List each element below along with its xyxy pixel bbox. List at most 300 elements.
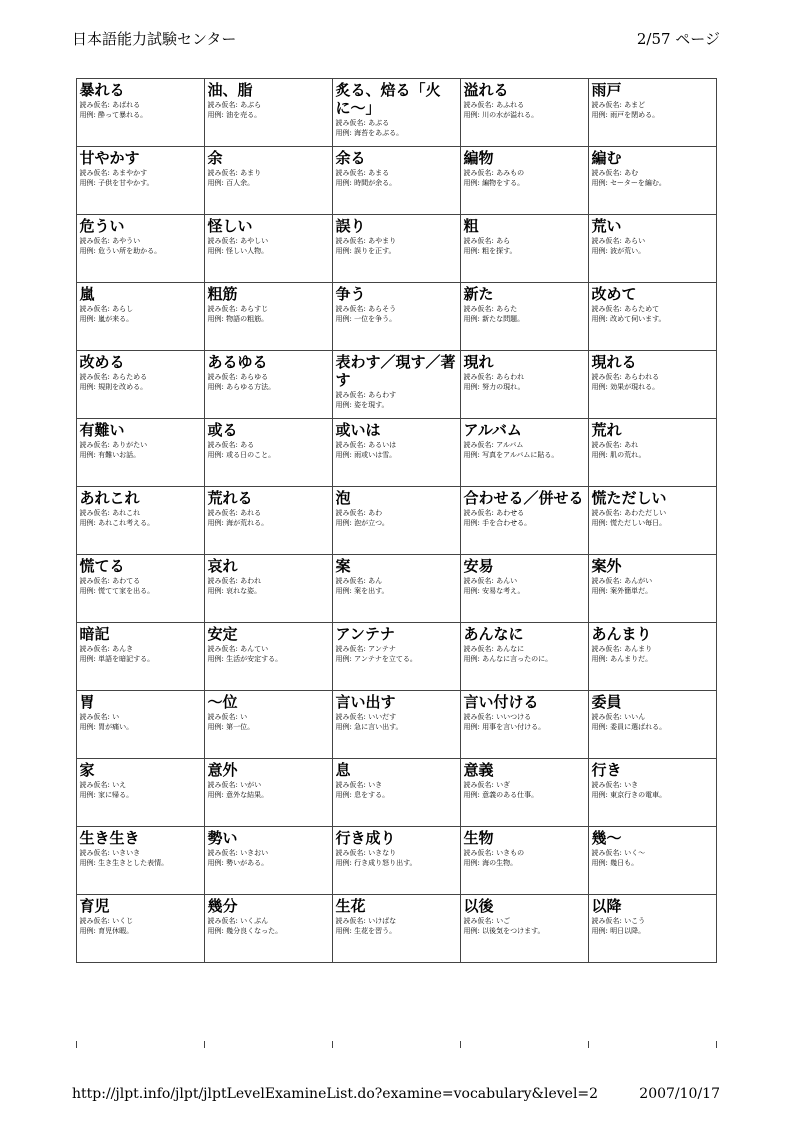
- usage-value: 急に言い出す。: [354, 722, 403, 731]
- reading-value: ある: [240, 440, 255, 449]
- vocab-word: あれこれ: [79, 488, 140, 507]
- vocab-usage: [336, 655, 457, 664]
- reading-label: 読み仮名:: [591, 644, 622, 653]
- vocab-usage: [80, 859, 201, 868]
- usage-value: 改めて伺います。: [610, 314, 666, 323]
- usage-label: 用例:: [335, 400, 352, 409]
- reading-value: アンテナ: [368, 644, 396, 653]
- vocab-reading: [464, 237, 585, 246]
- usage-label: 用例:: [591, 518, 608, 527]
- usage-label: 用例:: [591, 926, 608, 935]
- usage-value: 姿を現す。: [354, 400, 389, 409]
- vocab-usage: [464, 519, 585, 528]
- vocab-entry: [332, 418, 461, 487]
- vocab-word: あんなに: [463, 624, 524, 643]
- usage-value: 胃が痛い。: [98, 722, 134, 731]
- reading-value: あんてい: [240, 644, 269, 653]
- reading-value: あまる: [368, 168, 390, 177]
- vocab-entry: [332, 282, 461, 351]
- vocab-entry: [204, 282, 333, 351]
- reading-label: 読み仮名:: [79, 576, 110, 585]
- reading-value: あるいは: [368, 440, 397, 449]
- vocab-word: 暴れる: [79, 80, 125, 99]
- vocab-reading: [80, 849, 201, 858]
- usage-value: 幾分良くなった。: [226, 926, 283, 935]
- vocab-entry: [588, 486, 717, 555]
- usage-value: 雨戸を閉める。: [610, 110, 660, 119]
- vocab-entry: [204, 146, 333, 215]
- vocab-entry: [76, 486, 205, 555]
- reading-label: 読み仮名:: [591, 848, 622, 857]
- reading-label: 読み仮名:: [335, 576, 366, 585]
- vocab-entry: [588, 214, 717, 283]
- vocab-reading: [592, 373, 713, 382]
- vocab-usage: [80, 247, 201, 256]
- vocab-entry: [460, 214, 589, 283]
- vocab-usage: [464, 655, 585, 664]
- vocab-word: 生物: [463, 828, 494, 847]
- vocab-entry: [204, 418, 333, 487]
- vocab-word: 安易: [463, 556, 494, 575]
- vocab-entry: [204, 350, 333, 419]
- usage-label: 用例:: [463, 314, 480, 323]
- page-header-title: 日本語能力試験センター: [72, 30, 237, 48]
- reading-value: あみもの: [496, 168, 525, 177]
- usage-label: 用例:: [79, 450, 96, 459]
- vocab-reading: [464, 849, 585, 858]
- usage-label: 用例:: [591, 314, 608, 323]
- vocab-reading: [336, 169, 457, 178]
- vocab-word: 油、脂: [207, 80, 253, 99]
- reading-label: 読み仮名:: [335, 390, 366, 399]
- vocab-entry: [588, 826, 717, 895]
- vocab-entry: [76, 282, 205, 351]
- reading-label: 読み仮名:: [591, 712, 622, 721]
- usage-label: 用例:: [335, 246, 352, 255]
- vocab-word: 新た: [463, 284, 494, 303]
- vocab-usage: [336, 179, 457, 188]
- usage-value: 編物をする。: [482, 178, 525, 187]
- vocab-word: 荒い: [591, 216, 622, 235]
- reading-value: いぎ: [496, 780, 511, 789]
- reading-value: いき: [368, 780, 383, 789]
- vocab-entry: [204, 690, 333, 759]
- usage-value: 効果が現れる。: [610, 382, 660, 391]
- usage-label: 用例:: [463, 450, 480, 459]
- vocab-usage: [208, 383, 329, 392]
- reading-value: あわただしい: [624, 508, 667, 517]
- usage-label: 用例:: [335, 178, 352, 187]
- vocab-entry: [204, 894, 333, 963]
- vocabulary-grid: [76, 78, 716, 962]
- vocab-reading: [592, 237, 713, 246]
- vocab-reading: [464, 373, 585, 382]
- grid-continuation-line: [588, 1041, 589, 1048]
- grid-continuation-line: [716, 1041, 717, 1048]
- usage-value: 慌てて家を出る。: [98, 586, 155, 595]
- vocab-entry: [332, 690, 461, 759]
- vocab-entry: [76, 894, 205, 963]
- vocab-word: 溢れる: [463, 80, 509, 99]
- usage-value: 案を出す。: [354, 586, 389, 595]
- usage-label: 用例:: [463, 790, 480, 799]
- vocab-entry: [332, 146, 461, 215]
- usage-label: 用例:: [463, 722, 480, 731]
- vocab-usage: [208, 315, 329, 324]
- vocab-word: 粗筋: [207, 284, 238, 303]
- vocab-word: 甘やかす: [79, 148, 140, 167]
- reading-value: あれ: [624, 440, 639, 449]
- usage-label: 用例:: [591, 178, 608, 187]
- reading-label: 読み仮名:: [335, 916, 366, 925]
- usage-label: 用例:: [207, 722, 224, 731]
- vocab-usage: [336, 315, 457, 324]
- source-url: http://jlpt.info/jlpt/jlptLevelExamineList.do?examine=vocabulary&level=2: [72, 1086, 599, 1102]
- vocab-reading: [80, 169, 201, 178]
- reading-label: 読み仮名:: [335, 440, 366, 449]
- vocab-usage: [208, 519, 329, 528]
- vocab-reading: [336, 305, 457, 314]
- vocab-usage: [592, 927, 713, 936]
- reading-value: いきいき: [112, 848, 141, 857]
- reading-value: いきなり: [368, 848, 397, 857]
- vocab-word: 現れる: [591, 352, 637, 371]
- usage-label: 用例:: [207, 654, 224, 663]
- vocab-entry: [460, 622, 589, 691]
- vocab-usage: [208, 111, 329, 120]
- reading-value: いくぶん: [240, 916, 269, 925]
- vocab-entry: [460, 486, 589, 555]
- reading-value: あら: [496, 236, 511, 245]
- vocab-word: 編む: [591, 148, 622, 167]
- reading-label: 読み仮名:: [79, 644, 110, 653]
- reading-value: いご: [496, 916, 511, 925]
- usage-label: 用例:: [463, 110, 480, 119]
- reading-value: あわれ: [240, 576, 262, 585]
- vocab-entry: [332, 894, 461, 963]
- usage-value: 明日以降。: [610, 926, 646, 935]
- usage-label: 用例:: [207, 314, 224, 323]
- usage-label: 用例:: [335, 586, 352, 595]
- vocab-entry: [76, 214, 205, 283]
- usage-label: 用例:: [79, 246, 96, 255]
- usage-value: 幾日も。: [610, 858, 639, 867]
- reading-label: 読み仮名:: [591, 916, 622, 925]
- vocab-reading: [464, 713, 585, 722]
- reading-label: 読み仮名:: [335, 118, 366, 127]
- reading-value: いいだす: [368, 712, 397, 721]
- page-number: 2/57 ページ: [636, 30, 720, 48]
- reading-label: 読み仮名:: [207, 168, 238, 177]
- vocab-usage: [464, 179, 585, 188]
- vocab-reading: [208, 645, 329, 654]
- vocab-word: 胃: [79, 692, 95, 711]
- reading-label: 読み仮名:: [335, 780, 366, 789]
- vocab-usage: [464, 859, 585, 868]
- usage-label: 用例:: [335, 858, 352, 867]
- reading-label: 読み仮名:: [207, 236, 238, 245]
- reading-value: あまり: [240, 168, 262, 177]
- usage-value: 海の生物。: [482, 858, 518, 867]
- vocab-reading: [592, 577, 713, 586]
- reading-label: 読み仮名:: [207, 372, 238, 381]
- vocab-entry: [460, 758, 589, 827]
- reading-label: 読み仮名:: [335, 848, 366, 857]
- usage-value: 泡が立つ。: [354, 518, 389, 527]
- vocab-reading: [336, 391, 457, 400]
- vocab-usage: [592, 383, 713, 392]
- vocab-usage: [464, 247, 585, 256]
- usage-value: 以後気をつけます。: [482, 926, 545, 935]
- grid-continuation-line: [76, 1041, 77, 1048]
- vocab-usage: [80, 791, 201, 800]
- reading-label: 読み仮名:: [463, 304, 494, 313]
- reading-label: 読み仮名:: [207, 644, 238, 653]
- vocab-word: 慌ただしい: [591, 488, 667, 507]
- vocab-usage: [80, 451, 201, 460]
- vocab-reading: [80, 781, 201, 790]
- vocab-usage: [208, 791, 329, 800]
- vocab-reading: [464, 645, 585, 654]
- reading-value: あばれる: [112, 100, 141, 109]
- vocab-usage: [592, 655, 713, 664]
- vocab-word: 改める: [79, 352, 125, 371]
- reading-value: いき: [624, 780, 639, 789]
- vocab-usage: [80, 587, 201, 596]
- reading-value: あんがい: [624, 576, 653, 585]
- reading-label: 読み仮名:: [79, 168, 110, 177]
- vocab-word: 案: [335, 556, 351, 575]
- reading-label: 読み仮名:: [335, 168, 366, 177]
- vocab-usage: [80, 519, 201, 528]
- usage-value: セーターを編む。: [610, 178, 666, 187]
- vocab-usage: [592, 519, 713, 528]
- vocab-entry: [76, 146, 205, 215]
- usage-label: 用例:: [207, 858, 224, 867]
- vocab-word: 生花: [335, 896, 366, 915]
- reading-value: アルバム: [496, 440, 524, 449]
- usage-value: 勢いがある。: [226, 858, 269, 867]
- vocab-reading: [336, 441, 457, 450]
- usage-label: 用例:: [463, 246, 480, 255]
- vocab-reading: [208, 577, 329, 586]
- usage-label: 用例:: [591, 450, 608, 459]
- usage-label: 用例:: [335, 722, 352, 731]
- usage-value: 東京行きの電車。: [610, 790, 667, 799]
- reading-label: 読み仮名:: [207, 916, 238, 925]
- usage-label: 用例:: [591, 790, 608, 799]
- reading-value: あらためる: [112, 372, 148, 381]
- usage-value: 百人余。: [226, 178, 255, 187]
- usage-label: 用例:: [79, 518, 96, 527]
- vocab-reading: [464, 781, 585, 790]
- usage-value: 生き生きとした表情。: [98, 858, 169, 867]
- vocab-entry: [460, 350, 589, 419]
- vocab-word: 編物: [463, 148, 494, 167]
- vocab-usage: [208, 859, 329, 868]
- usage-value: 生花を習う。: [354, 926, 397, 935]
- reading-value: あらい: [624, 236, 646, 245]
- reading-label: 読み仮名:: [591, 576, 622, 585]
- vocab-usage: [208, 587, 329, 596]
- vocab-word: 余る: [335, 148, 366, 167]
- reading-value: あらためて: [624, 304, 660, 313]
- vocab-word: 幾分: [207, 896, 238, 915]
- vocab-word: 暗記: [79, 624, 110, 643]
- reading-value: あらゆる: [240, 372, 269, 381]
- reading-label: 読み仮名:: [463, 916, 494, 925]
- vocab-usage: [80, 111, 201, 120]
- usage-value: アンテナを立てる。: [354, 654, 417, 663]
- vocab-reading: [208, 509, 329, 518]
- usage-label: 用例:: [463, 382, 480, 391]
- usage-value: 単語を暗記する。: [98, 654, 155, 663]
- vocab-entry: [204, 486, 333, 555]
- vocab-usage: [80, 927, 201, 936]
- reading-value: あわ: [368, 508, 383, 517]
- reading-label: 読み仮名:: [335, 236, 366, 245]
- reading-value: あらすじ: [240, 304, 269, 313]
- reading-label: 読み仮名:: [335, 508, 366, 517]
- vocab-usage: [208, 655, 329, 664]
- usage-label: 用例:: [591, 110, 608, 119]
- reading-value: いけばな: [368, 916, 397, 925]
- reading-value: あやうい: [112, 236, 141, 245]
- vocab-reading: [464, 509, 585, 518]
- vocab-entry: [332, 350, 461, 419]
- usage-label: 用例:: [79, 382, 96, 391]
- usage-label: 用例:: [335, 790, 352, 799]
- vocab-reading: [336, 645, 457, 654]
- reading-label: 読み仮名:: [591, 100, 622, 109]
- reading-label: 読み仮名:: [207, 508, 238, 517]
- vocab-reading: [592, 169, 713, 178]
- vocab-entry: [588, 894, 717, 963]
- vocab-entry: [332, 758, 461, 827]
- vocab-usage: [336, 519, 457, 528]
- vocab-usage: [336, 401, 457, 410]
- vocab-entry: [588, 758, 717, 827]
- usage-value: 案外簡単だ。: [610, 586, 653, 595]
- reading-label: 読み仮名:: [207, 100, 238, 109]
- vocab-reading: [80, 577, 201, 586]
- usage-label: 用例:: [207, 450, 224, 459]
- vocab-word: 意外: [207, 760, 238, 779]
- vocab-word: 家: [79, 760, 95, 779]
- vocab-reading: [336, 849, 457, 858]
- reading-value: あやしい: [240, 236, 269, 245]
- usage-value: 嵐が来る。: [98, 314, 134, 323]
- reading-label: 読み仮名:: [335, 712, 366, 721]
- usage-value: 時間が余る。: [354, 178, 397, 187]
- vocab-word: 或いは: [335, 420, 381, 439]
- usage-label: 用例:: [591, 382, 608, 391]
- vocab-word: 勢い: [207, 828, 238, 847]
- usage-label: 用例:: [79, 790, 96, 799]
- vocab-usage: [464, 383, 585, 392]
- usage-value: 危うい所を助かる。: [98, 246, 162, 255]
- reading-value: あれこれ: [112, 508, 141, 517]
- reading-label: 読み仮名:: [463, 372, 494, 381]
- reading-value: あまど: [624, 100, 646, 109]
- vocab-entry: [460, 826, 589, 895]
- vocab-entry: [460, 282, 589, 351]
- vocab-entry: [76, 758, 205, 827]
- usage-value: 有難いお話。: [98, 450, 141, 459]
- usage-label: 用例:: [463, 586, 480, 595]
- vocab-reading: [592, 917, 713, 926]
- usage-value: 委員に選ばれる。: [610, 722, 667, 731]
- vocab-usage: [336, 927, 457, 936]
- vocab-usage: [464, 791, 585, 800]
- grid-continuation-line: [204, 1041, 205, 1048]
- vocab-word: 息: [335, 760, 351, 779]
- reading-value: あらわれ: [496, 372, 525, 381]
- vocab-reading: [208, 169, 329, 178]
- usage-value: 意外な結果。: [226, 790, 269, 799]
- reading-value: あんき: [112, 644, 134, 653]
- reading-label: 読み仮名:: [463, 100, 494, 109]
- vocab-usage: [592, 791, 713, 800]
- vocab-word: 以降: [591, 896, 622, 915]
- usage-label: 用例:: [335, 518, 352, 527]
- vocab-reading: [592, 441, 713, 450]
- usage-label: 用例:: [591, 654, 608, 663]
- usage-value: 慌ただしい毎日。: [610, 518, 667, 527]
- usage-value: あんまりだ。: [610, 654, 653, 663]
- reading-label: 読み仮名:: [463, 712, 494, 721]
- reading-label: 読み仮名:: [335, 644, 366, 653]
- vocab-word: 雨戸: [591, 80, 622, 99]
- usage-value: 誤りを正す。: [354, 246, 396, 255]
- usage-value: 怪しい人物。: [226, 246, 269, 255]
- reading-label: 読み仮名:: [591, 372, 622, 381]
- usage-value: 息をする。: [354, 790, 390, 799]
- vocab-usage: [592, 111, 713, 120]
- vocab-usage: [464, 927, 585, 936]
- vocab-reading: [464, 917, 585, 926]
- usage-label: 用例:: [463, 926, 480, 935]
- usage-label: 用例:: [79, 926, 96, 935]
- usage-value: 雨或いは雪。: [354, 450, 397, 459]
- reading-label: 読み仮名:: [207, 780, 238, 789]
- reading-value: あらわす: [368, 390, 397, 399]
- vocab-word: 意義: [463, 760, 494, 779]
- reading-label: 読み仮名:: [207, 848, 238, 857]
- vocab-reading: [80, 101, 201, 110]
- vocab-entry: [588, 554, 717, 623]
- usage-value: 行き成り怒り出す。: [354, 858, 417, 867]
- vocab-word: 哀れ: [207, 556, 238, 575]
- vocab-word: 現れ: [463, 352, 494, 371]
- vocab-reading: [80, 237, 201, 246]
- reading-label: 読み仮名:: [463, 644, 494, 653]
- usage-label: 用例:: [335, 654, 352, 663]
- vocab-usage: [464, 111, 585, 120]
- vocab-entry: [588, 78, 717, 147]
- vocab-usage: [80, 723, 201, 732]
- vocab-entry: [332, 554, 461, 623]
- vocab-entry: [588, 418, 717, 487]
- vocab-entry: [460, 418, 589, 487]
- vocab-usage: [464, 451, 585, 460]
- vocab-word: 危うい: [79, 216, 125, 235]
- reading-label: 読み仮名:: [79, 916, 110, 925]
- usage-label: 用例:: [463, 518, 480, 527]
- usage-value: あらゆる方法。: [226, 382, 276, 391]
- vocab-word: 余: [207, 148, 223, 167]
- reading-label: 読み仮名:: [591, 440, 622, 449]
